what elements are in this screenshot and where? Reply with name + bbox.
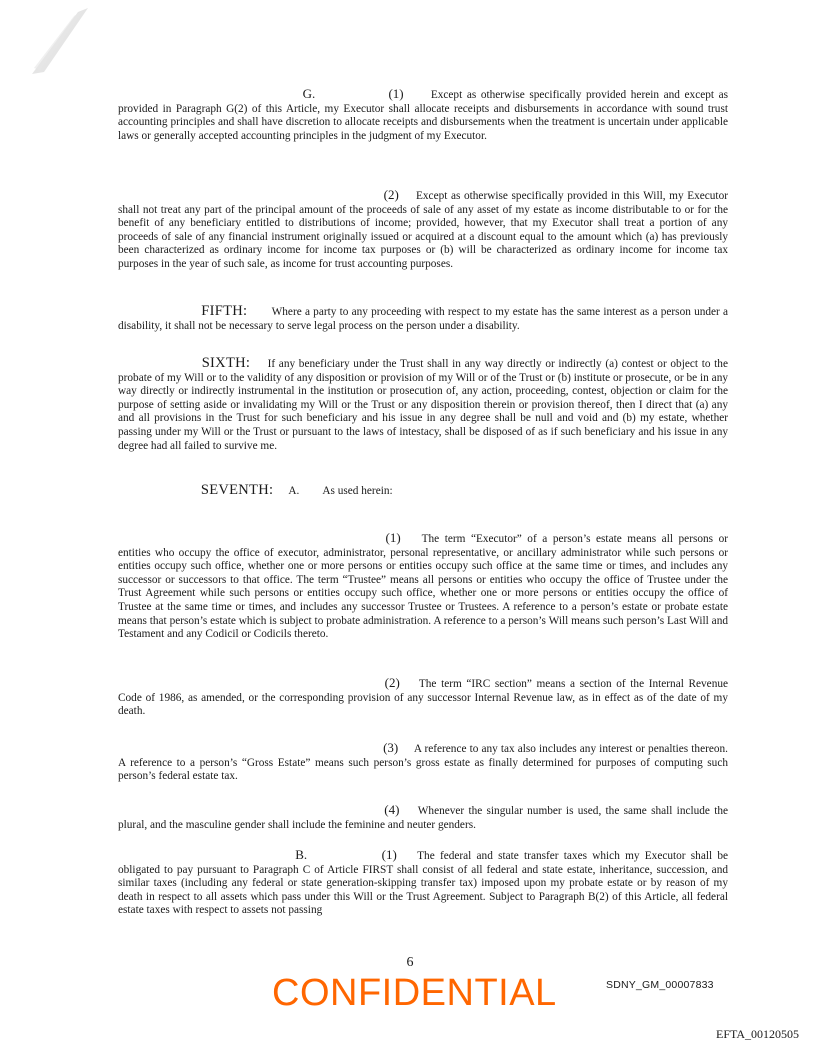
article-fifth (118, 305, 728, 333)
article-heading: FIFTH: (201, 303, 248, 319)
paragraph-body: shall include the plural, and the masculine gender shall include the feminine and neuter genders. (118, 805, 728, 831)
paragraph-a3 (118, 741, 728, 784)
paragraph-number: (3) (383, 740, 399, 755)
paragraph-label: G. (302, 86, 316, 101)
paragraph-lead: Whenever the singular number is used, the same (417, 805, 647, 817)
paragraph-number: (4) (384, 802, 400, 817)
paragraph-label: B. (295, 847, 308, 862)
page-number: 6 (406, 955, 414, 970)
paragraph-body: except as provided in Paragraph G(2) of this Article, my Executor shall allocate receipts and disbursements in accordance with sound trust accounting principles and shall have discretion to allocate receipts and disbursements when the treatment is uncertain under applicable laws or generally accepted accounting principles in the judgment of my Executor. (118, 89, 729, 142)
paragraph-number: (1) (385, 530, 401, 545)
paragraph-body: persons or entities who occupy the office of executor, administrator, personal representative, or ancillary administrator while such persons or entities occupy such office, whether one or more persons or entities occupy such office at the same time or times, and includes any successor or successors to that office. The term “Trustee” means all persons or entities who occupy the office of Trustee under the Trust Agreement while such persons or entities occupy such office, whether one or more persons or entities occupy the office of Trustee at the same time or times, and includes any successor Trustee or Trustees. A reference to a person’s estate or probate estate means that person’s estate which is subject to probate administration. A reference to a person’s Will means such person’s Last Will and Testament and any Codicil or Codicils thereto. (118, 533, 728, 641)
paragraph-body: Internal Revenue Code of 1986, as amended, or the corresponding provision of any successor Internal Revenue law, as in effect as of the date of my death. (118, 678, 729, 718)
paragraph-g1 (118, 87, 728, 143)
document-id: EFTA_00120505 (716, 1027, 800, 1041)
article-sixth (118, 357, 728, 453)
paragraph-lead: Except as otherwise specifically provided in this (416, 190, 640, 202)
paragraph-lead: If any beneficiary under the Trust shall in any way directly or indirectly (a) (267, 358, 618, 370)
confidential-stamp: CONFIDENTIAL (272, 972, 557, 1014)
paragraph-body: Executor shall be obligated to pay pursuant to Paragraph C of Article FIRST shall consist of all federal and state estate, inheritance, succession, and similar taxes (including any federal or state generation-skipping transfer tax) imposed upon my probate estate or by reason of my death in respect to all assets which pass under this Will or the Trust Agreement. Subject to Paragraph B(2) of this Article, all federal estate taxes with respect to assets not passing (118, 850, 729, 917)
paragraph-lead: Except as otherwise specifically provided herein and (430, 89, 680, 101)
paragraph-lead: Where a party to any proceeding with respect to my estate has the same interest (271, 306, 637, 318)
paragraph-g2 (118, 188, 728, 272)
paragraph-lead: A reference to any tax also includes any interest or (413, 743, 645, 755)
paragraph-a2 (118, 676, 728, 719)
scan-artifact (30, 6, 90, 76)
paragraph-body: penalties thereon. A reference to a person’s “Gross Estate” means such person’s gross estate as finally determined for purposes of computing such person’s federal estate tax. (118, 743, 728, 783)
article-heading: SIXTH: (201, 355, 251, 371)
paragraph-body: as a person under a disability, it shall not be necessary to serve legal process on the person under a disability. (118, 306, 729, 332)
section-label: A. (288, 485, 300, 497)
paragraph-number: (1) (388, 86, 404, 101)
paragraph-lead: The federal and state transfer taxes which my (417, 850, 640, 862)
paragraph-body: contest or object to the probate of my Will or to the validity of any disposition or provision of my Will or of the Trust or (b) institute or prosecute, or be in any way directly or indirectly instrumental in the institution or prosecution of, any action, proceeding, contest, objection or claim for the purpose of setting aside or invalidating my Will or the Trust or any disposition therein or provision thereof, then I direct that (a) any and all provisions in the Trust for such beneficiary and his issue in any degree shall be null and void and (b) my estate, whether passing under my Will or the Trust or pursuant to the laws of intestacy, shall be disposed of as if such beneficiary and his issue in any degree had all failed to survive me. (118, 358, 728, 452)
paragraph-lead: The term “IRC section” means a section of the (418, 678, 645, 690)
bates-number: SDNY_GM_00007833 (606, 979, 714, 991)
paragraph-number: (2) (384, 675, 400, 690)
paragraph-lead: The term “Executor” of a person’s estate means all (421, 533, 673, 545)
article-heading: SEVENTH: (200, 482, 274, 498)
paragraph-lead: As used herein: (322, 485, 393, 497)
article-seventh (118, 484, 728, 499)
paragraph-number: (1) (381, 847, 397, 862)
paragraph-a4 (118, 803, 728, 832)
paragraph-body: Will, my Executor shall not treat any part of the principal amount of the proceeds of sale of any asset of my estate as income distributable to or for the benefit of any beneficiary entitled to distributions of income; provided, however, that my Executor shall treat a portion of any proceeds of sale of any financial instrument originally issued or acquired at a discount equal to the amount which (a) has previously been characterized as ordinary income for income tax purposes or (b) will be characterized as ordinary income for income tax purposes in the year of such sale, as income for trust accounting purposes. (118, 190, 728, 270)
paragraph-a1 (118, 531, 728, 642)
paragraph-b1 (118, 848, 728, 918)
paragraph-number: (2) (383, 187, 399, 202)
